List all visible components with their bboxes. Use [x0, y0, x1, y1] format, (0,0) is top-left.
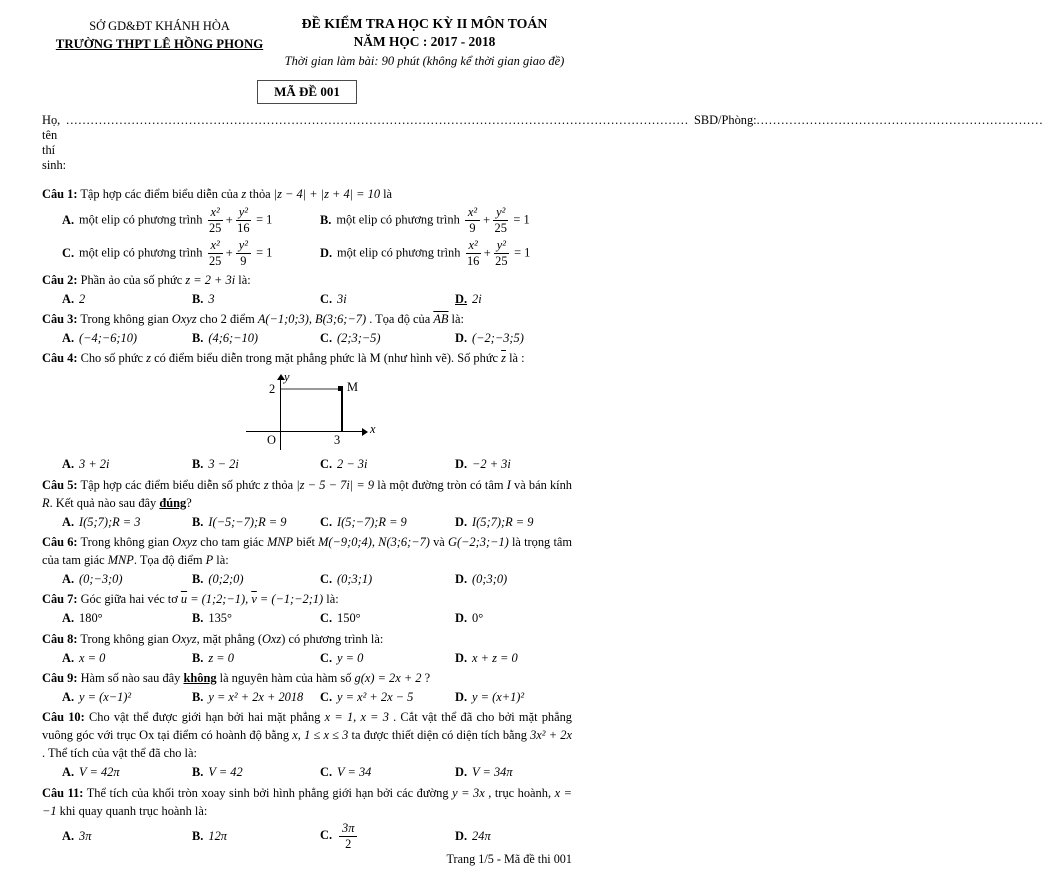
question-4-option-d: D. −2 + 3i [455, 457, 511, 472]
question-8-option-a: A. x = 0 [62, 650, 106, 665]
question-5-option-d: D. I(5;7);R = 9 [455, 514, 534, 529]
point-m-marker [338, 386, 343, 391]
question-4-label: Câu 4: [42, 351, 78, 366]
question-4-option-c: C. 2 − 3i [320, 457, 368, 472]
question-8-label: Câu 8: [42, 631, 78, 646]
question-11-option-b: B. 12π [192, 828, 227, 843]
question-5 [42, 477, 572, 531]
fraction: $\frac{\text{x²}}{25}$ [208, 204, 222, 236]
exam-duration: Thời gian làm bài: 90 phút (không kể thời gian giao đề) [284, 54, 565, 68]
question-8-option-d: D. x + z = 0 [455, 650, 518, 665]
question-9-option-c: C. y = x² + 2x − 5 [320, 689, 414, 704]
fraction: $\frac{\text{y²}}{25}$ [495, 237, 508, 269]
org-department: SỞ GD&ĐT KHÁNH HÒA [89, 19, 230, 33]
question-9-options [42, 689, 572, 706]
x-tick-label: 3 [334, 433, 341, 448]
exam-code-box: MÃ ĐỀ 001 [257, 80, 357, 104]
question-10 [42, 709, 572, 781]
question-8-option-c: C. y = 0 [320, 650, 364, 665]
question-10-option-c: C. V = 34 [320, 765, 372, 780]
segment-y-equals-2 [281, 388, 341, 390]
sbd-dotted-field: ...................................................................... [756, 113, 1043, 127]
question-8-stem: Câu 8: Trong không gian Oxyz, mặt phẳng (Oxz) có phương trình là: [42, 631, 384, 646]
question-6-option-d: D. (0;3;0) [455, 571, 508, 586]
question-2 [42, 272, 572, 308]
question-3-option-b: B. (4;6;−10) [192, 330, 259, 345]
question-4-option-a: A. 3 + 2i [62, 457, 110, 472]
question-1-option-a: A. một elip có phương trình $\frac{\text{x²}}{25}$ + $\frac{\text{y²}}{16}$ = 1 [62, 204, 273, 236]
fraction: $\frac{\text{x²}}{16}$ [466, 237, 480, 269]
student-name-label: Họ, tên thí sinh: [42, 113, 67, 172]
origin-label: O [267, 433, 276, 448]
questions-list [42, 186, 572, 851]
sbd-label: SBD/Phòng: [693, 113, 757, 127]
fraction: $\frac{\text{x²}}{9}$ [465, 206, 480, 236]
question-2-option-c: C. 3i [320, 291, 347, 306]
question-4 [42, 350, 572, 473]
question-3-options [42, 330, 572, 347]
question-3-stem: Câu 3: Trong không gian Oxyz cho 2 điểm A(−1;0;3), B(3;6;−7) . Tọa độ của $\overline{AB}$ là: [42, 311, 464, 326]
question-6-stem: Câu 6: Trong không gian Oxyz cho tam giác MNP biết M(−9;0;4), N(3;6;−7) và G(−2;3;−1) là trọng tâm của tam giác MNP. Tọa độ điểm P là: [42, 534, 573, 567]
question-7-stem: Câu 7: Góc giữa hai véc tơ $\overline{u}$ = (1;2;−1), $\overline{v}$ = (−1;−2;1) là: [42, 592, 339, 607]
fraction: $\frac{\text{y²}}{9}$ [236, 239, 251, 269]
point-m-label: M [347, 380, 359, 395]
question-9-option-d: D. y = (x+1)² [455, 689, 525, 704]
question-1-options [42, 206, 572, 269]
question-7-option-d: D. 0° [455, 611, 484, 626]
question-10-option-d: D. V = 34π [455, 765, 513, 780]
question-9-stem: Câu 9: Hàm số nào sau đây không là nguyên hàm của hàm số g(x) = 2x + 2 ? [42, 670, 431, 685]
question-6-options [42, 571, 572, 588]
question-8 [42, 631, 572, 667]
question-1-option-d: D. một elip có phương trình $\frac{\text{x²}}{16}$ + $\frac{\text{y²}}{25}$ = 1 [320, 237, 531, 269]
question-10-stem: Câu 10: Cho vật thể được giới hạn bởi hai mặt phẳng x = 1, x = 3 . Cắt vật thể đã cho bởi mặt phẳng vuông góc với trục Ox tại điểm có hoành độ bằng x, 1 ≤ x ≤ 3 ta được thiết diện có diện tích bằng 3x² + 2x . Thể tích của vật thể đã cho là: [42, 710, 572, 761]
question-10-option-b: B. V = 42 [192, 765, 243, 780]
complex-plane-figure [242, 370, 382, 454]
question-11-option-a: A. 3π [62, 828, 92, 843]
fraction: $\frac{\text{y²}}{25}$ [494, 204, 507, 236]
question-9-option-a: A. y = (x−1)² [62, 689, 132, 704]
fraction: $\frac{\text{x²}}{25}$ [208, 237, 222, 269]
question-1-option-b: B. một elip có phương trình $\frac{\text{x²}}{9}$ + $\frac{\text{y²}}{25}$ = 1 [320, 204, 530, 236]
question-11-options [42, 822, 572, 852]
question-6-option-a: A. (0;−3;0) [62, 571, 123, 586]
question-1-option-c: C. một elip có phương trình $\frac{\text{x²}}{25}$ + $\frac{\text{y²}}{9}$ = 1 [62, 237, 273, 269]
question-4-stem: Câu 4: Cho số phức z có điểm biểu diễn trong mặt phẳng phức là M (như hình vẽ). Số phức $\overline{z}$ là : [42, 351, 525, 366]
fraction: $\frac{\text{y²}}{16}$ [237, 204, 250, 236]
question-5-options [42, 514, 572, 531]
question-6-label: Câu 6: [42, 534, 78, 549]
question-10-options [42, 764, 572, 781]
fraction: $\frac{3\pi}{2}$ [339, 822, 357, 852]
exam-code-wrap [42, 80, 572, 104]
question-7-option-c: C. 150° [320, 611, 361, 626]
question-9-option-b: B. y = x² + 2x + 2018 [192, 689, 304, 704]
question-4-options [42, 456, 572, 473]
question-9 [42, 670, 572, 706]
question-10-option-a: A. V = 42π [62, 765, 120, 780]
segment-x-equals-3 [341, 388, 343, 431]
question-3-option-d: D. (−2;−3;5) [455, 330, 524, 345]
question-7 [42, 591, 572, 627]
question-1-label: Câu 1: [42, 187, 78, 201]
header [42, 16, 572, 69]
question-2-option-d: D. 2i [455, 291, 482, 306]
question-7-option-a: A. 180° [62, 611, 103, 626]
y-tick-label: 2 [269, 382, 276, 397]
question-5-label: Câu 5: [42, 477, 78, 492]
x-axis-label: x [370, 422, 376, 437]
exam-year: NĂM HỌC : 2017 - 2018 [353, 34, 496, 49]
question-9-label: Câu 9: [42, 670, 78, 685]
question-11-option-d: D. 24π [455, 828, 491, 843]
question-11-stem: Câu 11: Thể tích của khối tròn xoay sinh bởi hình phẳng giới hạn bởi các đường y = 3x , trục hoành, x = −1 khi quay quanh trục hoành là: [42, 785, 572, 818]
x-axis-arrow [362, 428, 368, 436]
question-1-stem: Câu 1: Tập hợp các điểm biểu diễn của z thỏa |z − 4| + |z + 4| = 10 là [42, 187, 393, 201]
question-6-option-c: C. (0;3;1) [320, 571, 373, 586]
question-5-stem: Câu 5: Tập hợp các điểm biểu diễn số phức z thỏa |z − 5 − 7i| = 9 là một đường tròn có tâm I và bán kính R. Kết quả nào sau đây đúng? [42, 477, 572, 510]
x-axis [246, 431, 364, 432]
question-6 [42, 534, 572, 588]
question-2-options [42, 291, 572, 308]
question-7-option-b: B. 135° [192, 611, 232, 626]
question-11-option-c: C. $\frac{3\pi}{2}$ [320, 822, 455, 852]
question-5-option-c: C. I(5;−7);R = 9 [320, 514, 407, 529]
question-2-option-a: A. 2 [62, 291, 86, 306]
question-5-option-b: B. I(−5;−7);R = 9 [192, 514, 287, 529]
question-2-label: Câu 2: [42, 272, 78, 287]
question-6-option-b: B. (0;2;0) [192, 571, 244, 586]
question-3 [42, 311, 572, 347]
question-3-option-a: A. (−4;−6;10) [62, 330, 138, 345]
question-4-option-b: B. 3 − 2i [192, 457, 239, 472]
student-name-dotted-field: ........................................................................................................................................................ [66, 113, 689, 127]
page-footer: Trang 1/5 - Mã đề thi 001 [446, 852, 572, 866]
header-exam-block [277, 16, 572, 69]
question-11 [42, 785, 572, 852]
exam-title: ĐỀ KIỂM TRA HỌC KỲ II MÔN TOÁN [301, 16, 548, 31]
org-school: TRƯỜNG THPT LÊ HỒNG PHONG [55, 37, 264, 51]
question-2-option-b: B. 3 [192, 291, 215, 306]
student-info-line [42, 113, 1043, 173]
question-5-option-a: A. I(5;7);R = 3 [62, 514, 141, 529]
question-8-option-b: B. z = 0 [192, 650, 234, 665]
question-8-options [42, 650, 572, 667]
question-1 [42, 186, 572, 269]
question-7-label: Câu 7: [42, 592, 78, 607]
question-10-label: Câu 10: [42, 710, 85, 725]
question-2-stem: Câu 2: Phần ảo của số phức z = 2 + 3i là: [42, 272, 251, 287]
question-11-label: Câu 11: [42, 785, 84, 800]
y-axis-label: y [284, 370, 290, 385]
question-3-option-c: C. (2;3;−5) [320, 330, 381, 345]
header-org-block [42, 16, 277, 69]
question-3-label: Câu 3: [42, 311, 78, 326]
question-7-options [42, 610, 572, 627]
